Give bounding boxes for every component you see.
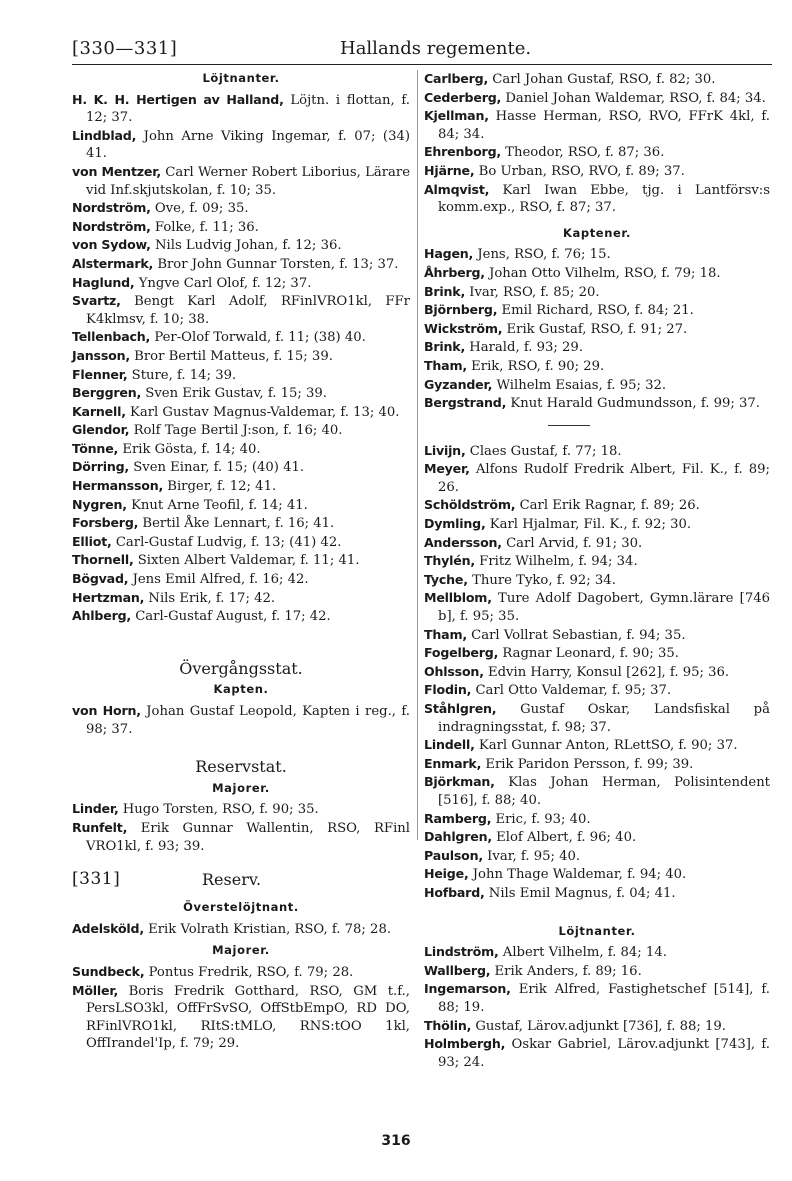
entry-name: H. K. H. Hertigen av Halland, (72, 91, 284, 107)
entry (72, 347, 410, 366)
entry (424, 681, 770, 700)
entry (72, 421, 410, 440)
entry-text: Sven Einar, f. 15; (40) 41. (129, 460, 305, 476)
entry-text: Löjtn. i flottan, f. 12; 37. (86, 92, 410, 126)
entry (424, 700, 770, 736)
entry-text: Erik Anders, f. 89; 16. (490, 963, 642, 979)
entry-text: Theodor, RSO, f. 87; 36. (500, 145, 665, 161)
entry-name: Hofbard, (424, 884, 485, 900)
entry-name: Ehrenborg, (424, 144, 501, 160)
entry-text: Daniel Johan Waldemar, RSO, f. 84; 34. (501, 90, 766, 106)
entry-name: Cederberg, (424, 89, 502, 105)
entry-name: Hagen, (424, 246, 474, 262)
entry-name: Nygren, (72, 496, 127, 512)
entry-name: Ståhlgren, (424, 701, 497, 716)
page-title: Hallands regemente. (340, 38, 532, 59)
entry (424, 515, 770, 534)
entry-name: Ramberg, (424, 810, 492, 826)
entry (72, 533, 410, 552)
entry (72, 91, 410, 127)
entry (424, 442, 770, 461)
entry-text: Carl Erik Ragnar, f. 89; 26. (515, 498, 700, 514)
entry-name: Bergstrand, (424, 395, 507, 411)
entry-text: Nils Erik, f. 17; 42. (144, 590, 276, 606)
entry-text: Bengt Karl Adolf, RFinlVRO1kl, FFr K4klmsv, f. 10; 38. (86, 294, 410, 327)
entry-text: Carl Werner Robert Liborius, Lärare vid Inf.skjutskolan, f. 10; 35. (86, 164, 410, 198)
entry (72, 384, 410, 403)
rank-heading: Löjtnanter. (202, 71, 280, 85)
entry-text: Knut Harald Gudmundsson, f. 99; 37. (506, 396, 760, 412)
entry (424, 338, 770, 357)
entry-text: Wilhelm Esaias, f. 95; 32. (492, 377, 667, 393)
entry (424, 283, 770, 302)
entry-list (72, 91, 410, 626)
entry-text: Karl Hjalmar, Fil. K., f. 92; 30. (485, 517, 692, 533)
entry (424, 980, 770, 1016)
entry-name: Lindblad, (72, 127, 137, 143)
entry-text: Sven Erik Gustav, f. 15; 39. (141, 386, 327, 402)
entry (424, 773, 770, 809)
entry-list (72, 702, 410, 738)
entry (72, 292, 410, 328)
entry (424, 534, 770, 553)
entry-text: Alfons Rudolf Fredrik Albert, Fil. K., f. 89; 26. (438, 462, 770, 495)
entry (424, 143, 770, 162)
section-heading: Reserv. (202, 870, 262, 890)
entry-name: Tham, (424, 626, 467, 642)
entry (72, 403, 410, 422)
entry-text: Nils Ludvig Johan, f. 12; 36. (150, 238, 342, 254)
entry (424, 89, 770, 108)
entry (424, 162, 770, 181)
entry-text: Johan Otto Vilhelm, RSO, f. 79; 18. (484, 265, 721, 281)
entry-list (72, 963, 410, 1053)
entry-name: Tönne, (72, 440, 119, 456)
entry-text: Ivar, f. 95; 40. (482, 848, 581, 864)
entry-name: Wallberg, (424, 962, 491, 978)
entry (424, 865, 770, 884)
entry (72, 199, 410, 218)
entry-text: Rolf Tage Bertil J:son, f. 16; 40. (129, 423, 343, 439)
entry-list (424, 70, 770, 217)
entry-text: Erik, RSO, f. 90; 29. (466, 358, 605, 374)
entry (72, 982, 410, 1053)
entry-text: Birger, f. 12; 41. (163, 479, 277, 495)
entry (72, 458, 410, 477)
entry (424, 884, 770, 903)
entry-list (72, 920, 410, 939)
entry-text: Gustaf Oskar, Landsfiskal på indragningsstat, f. 98; 37. (438, 702, 770, 735)
entry-text: Albert Vilhelm, f. 84; 14. (498, 945, 667, 961)
right-column (424, 70, 770, 1071)
entry-name: Hjärne, (424, 162, 475, 178)
rank-heading: Majorer. (212, 780, 270, 795)
page-range: [330—331] (72, 38, 178, 59)
rank-heading: Löjtnanter. (558, 923, 636, 938)
rank-heading: Överstelöjtnant. (183, 900, 299, 915)
entry (72, 163, 410, 199)
page-header (72, 38, 772, 65)
entry-text: Yngve Carl Olof, f. 12; 37. (134, 275, 312, 291)
page-marker: [331] (72, 869, 121, 890)
entry-name: Nordström, (72, 200, 151, 216)
entry (424, 181, 770, 217)
left-column (72, 70, 410, 1053)
entry-text: Per-Olof Torwald, f. 11; (38) 40. (150, 330, 366, 346)
entry-text: Sture, f. 14; 39. (127, 367, 237, 383)
entry-text: Bo Urban, RSO, RVO, f. 89; 37. (474, 163, 685, 179)
entry-name: Dörring, (72, 459, 130, 475)
entry-text: Boris Fredrik Gotthard, RSO, GM t.f., PersLSO3kl, OffFrSvSO, OffStbEmpO, RD DO, RFinlVRO1kl, RItS:tMLO, RNS:tOO 1kl, OffIrandel'Ip, f. 79; 29. (86, 983, 410, 1052)
entry (424, 301, 770, 320)
entry-name: Kjellman, (424, 108, 489, 124)
entry (72, 589, 410, 608)
column-divider (417, 70, 418, 840)
entry-text: Erik Gösta, f. 14; 40. (118, 441, 261, 457)
entry (72, 366, 410, 385)
entry (72, 328, 410, 347)
entry (72, 255, 410, 274)
entry (424, 736, 770, 755)
entry (424, 320, 770, 339)
entry-name: Paulson, (424, 847, 483, 863)
entry-name: Tellenbach, (72, 329, 151, 345)
entry-name: Åhrberg, (424, 264, 485, 280)
entry-text: Fritz Wilhelm, f. 94; 34. (474, 554, 638, 570)
entry (424, 847, 770, 866)
entry-text: Johan Gustaf Leopold, Kapten i reg., f. 98; 37. (86, 704, 410, 737)
entry-text: Carl Otto Valdemar, f. 95; 37. (471, 683, 672, 699)
entry-name: Meyer, (424, 461, 470, 477)
entry-name: Björkman, (424, 774, 495, 790)
entry-name: Bögvad, (72, 571, 129, 587)
entry-name: Thylén, (424, 553, 475, 569)
entry-name: Björnberg, (424, 302, 498, 318)
entry (72, 440, 410, 459)
entry-text: Elof Albert, f. 96; 40. (491, 830, 637, 846)
entry (424, 571, 770, 590)
entry-name: Thölin, (424, 1017, 472, 1033)
entry-name: Heige, (424, 866, 469, 882)
entry-name: Linder, (72, 801, 119, 817)
entry-name: Ingemarson, (424, 981, 511, 997)
entry-name: Ohlsson, (424, 663, 484, 679)
entry-text: Hasse Herman, RSO, RVO, FFrK 4kl, f. 84; 34. (438, 109, 770, 142)
entry (424, 828, 770, 847)
entry (424, 810, 770, 829)
entry-name: Tyche, (424, 571, 468, 587)
entry-name: Runfelt, (72, 819, 128, 835)
entry-name: von Horn, (72, 703, 141, 718)
rank-heading: Majorer. (212, 943, 270, 958)
entry-text: Jens, RSO, f. 76; 15. (473, 247, 611, 263)
entry-text: Hugo Torsten, RSO, f. 90; 35. (118, 802, 319, 818)
entry (424, 376, 770, 395)
entry-name: von Sydow, (72, 237, 151, 253)
entry-text: Carl Johan Gustaf, RSO, f. 82; 30. (488, 72, 716, 87)
entry-text: Jens Emil Alfred, f. 16; 42. (128, 572, 309, 588)
entry (424, 245, 770, 264)
entry-list (424, 245, 770, 412)
entry-name: Sundbeck, (72, 963, 145, 979)
entry (424, 663, 770, 682)
entry-name: Andersson, (424, 534, 502, 550)
page-number: 316 (381, 1133, 411, 1149)
entry (72, 819, 410, 855)
entry-name: von Mentzer, (72, 163, 161, 179)
entry (72, 477, 410, 496)
entry-name: Glendor, (72, 422, 130, 438)
section-heading: Reservstat. (195, 757, 287, 777)
reserv-heading-row (72, 869, 410, 895)
entry-text: Eric, f. 93; 40. (491, 811, 591, 827)
entry (424, 394, 770, 413)
entry-list (424, 943, 770, 1071)
entry-name: Almqvist, (424, 181, 490, 197)
entry-text: Carl-Gustaf August, f. 17; 42. (131, 609, 331, 625)
entry-name: Gyzander, (424, 376, 493, 392)
entry-text: Bertil Åke Lennart, f. 16; 41. (138, 516, 335, 532)
entry-name: Lindström, (424, 944, 499, 960)
entry (72, 551, 410, 570)
entry (424, 70, 770, 89)
entry-text: Ragnar Leonard, f. 90; 35. (498, 646, 679, 662)
entry-text: Erik Alfred, Fastighetschef [514], f. 88; 19. (438, 982, 770, 1015)
rank-heading: Kapten. (213, 682, 269, 697)
entry-text: Karl Gustav Magnus-Valdemar, f. 13; 40. (125, 404, 400, 420)
entry (72, 127, 410, 163)
entry (424, 626, 770, 645)
entry-text: Erik Paridon Persson, f. 99; 39. (481, 756, 694, 772)
entry (72, 920, 410, 939)
entry-name: Dymling, (424, 516, 486, 532)
entry-text: Carl-Gustaf Ludvig, f. 13; (41) 42. (111, 534, 342, 550)
entry-text: Knut Arne Teofil, f. 14; 41. (126, 497, 308, 513)
entry-text: Carl Arvid, f. 91; 30. (501, 535, 643, 551)
entry-name: Flenner, (72, 366, 128, 382)
entry-name: Schöldström, (424, 497, 516, 513)
entry-list (424, 442, 770, 903)
entry-name: Jansson, (72, 347, 130, 363)
entry-name: Svartz, (72, 293, 121, 309)
entry-name: Wickström, (424, 320, 503, 336)
entry-name: Mellblom, (424, 590, 492, 606)
entry-name: Hertzman, (72, 589, 145, 605)
entry (424, 962, 770, 981)
entry-text: Pontus Fredrik, RSO, f. 79; 28. (144, 964, 354, 980)
entry-text: Harald, f. 93; 29. (465, 340, 584, 356)
entry-name: Livijn, (424, 442, 466, 458)
entry (72, 607, 410, 626)
short-rule (548, 425, 590, 426)
entry-text: Oskar Gabriel, Lärov.adjunkt [743], f. 93; 24. (438, 1037, 770, 1070)
entry (424, 644, 770, 663)
entry-text: Carl Vollrat Sebastian, f. 94; 35. (466, 627, 686, 643)
entry (424, 1017, 770, 1036)
entry (424, 755, 770, 774)
entry-name: Flodin, (424, 682, 472, 698)
entry-name: Holmbergh, (424, 1036, 506, 1052)
entry-text: Emil Richard, RSO, f. 84; 21. (497, 303, 694, 319)
entry-text: Karl Iwan Ebbe, tjg. i Lantförsv:s komm.exp., RSO, f. 87; 37. (438, 182, 770, 216)
entry (72, 218, 410, 237)
entry (424, 264, 770, 283)
entry-text: Ove, f. 09; 35. (150, 201, 249, 217)
entry-name: Fogelberg, (424, 645, 499, 661)
entry (424, 107, 770, 143)
entry-name: Brink, (424, 283, 466, 299)
entry-name: Tham, (424, 357, 467, 373)
entry (72, 496, 410, 515)
entry-text: Ture Adolf Dagobert, Gymn.lärare [746 b], f. 95; 35. (438, 591, 770, 625)
entry-name: Ahlberg, (72, 608, 131, 624)
entry-text: Edvin Harry, Konsul [262], f. 95; 36. (483, 664, 730, 680)
entry-text: Nils Emil Magnus, f. 04; 41. (484, 885, 676, 901)
entry-text: Gustaf, Lärov.adjunkt [736], f. 88; 19. (471, 1018, 726, 1034)
entry (72, 236, 410, 255)
entry-name: Karnell, (72, 403, 126, 419)
entry (72, 514, 410, 533)
entry-name: Berggren, (72, 385, 142, 401)
entry-name: Alstermark, (72, 255, 154, 271)
entry (72, 570, 410, 589)
entry (424, 943, 770, 962)
entry-text: John Arne Viking Ingemar, f. 07; (34) 41. (86, 128, 410, 162)
entry-text: John Thage Waldemar, f. 94; 40. (468, 867, 687, 883)
entry (424, 460, 770, 496)
entry-name: Lindell, (424, 737, 475, 753)
section-heading: Övergångsstat. (179, 658, 303, 678)
entry-text: Klas Johan Herman, Polisintendent [516], f. 88; 40. (438, 775, 770, 808)
entry (72, 274, 410, 293)
entry-name: Möller, (72, 982, 119, 998)
entry-text: Sixten Albert Valdemar, f. 11; 41. (133, 553, 360, 569)
rank-heading: Kaptener. (563, 225, 631, 240)
entry-name: Haglund, (72, 274, 135, 290)
entry-text: Thure Tyko, f. 92; 34. (467, 572, 616, 588)
entry-text: Ivar, RSO, f. 85; 20. (465, 284, 600, 300)
entry (424, 552, 770, 571)
entry-name: Elliot, (72, 533, 112, 549)
entry (72, 800, 410, 819)
entry-text: Claes Gustaf, f. 77; 18. (465, 443, 622, 459)
entry-name: Dahlgren, (424, 829, 492, 845)
entry-text: Bror Bertil Matteus, f. 15; 39. (129, 348, 333, 364)
entry (424, 496, 770, 515)
entry-text: Bror John Gunnar Torsten, f. 13; 37. (153, 256, 399, 272)
entry-text: Erik Gustaf, RSO, f. 91; 27. (502, 321, 688, 337)
entry-name: Adelsköld, (72, 920, 144, 936)
entry-name: Carlberg, (424, 71, 489, 86)
entry (424, 589, 770, 625)
entry (424, 1035, 770, 1071)
entry-name: Enmark, (424, 755, 482, 771)
entry (72, 702, 410, 738)
entry-name: Forsberg, (72, 515, 139, 531)
entry-text: Erik Gunnar Wallentin, RSO, RFinl VRO1kl, f. 93; 39. (86, 820, 410, 854)
entry-name: Hermansson, (72, 478, 164, 494)
entry-name: Nordström, (72, 218, 151, 234)
entry (424, 357, 770, 376)
entry-list (72, 800, 410, 855)
entry-name: Brink, (424, 339, 466, 355)
entry-text: Folke, f. 11; 36. (150, 219, 259, 235)
entry-name: Thornell, (72, 552, 134, 568)
entry (72, 963, 410, 982)
entry-text: Karl Gunnar Anton, RLettSO, f. 90; 37. (474, 738, 738, 754)
entry-text: Erik Volrath Kristian, RSO, f. 78; 28. (143, 921, 392, 937)
